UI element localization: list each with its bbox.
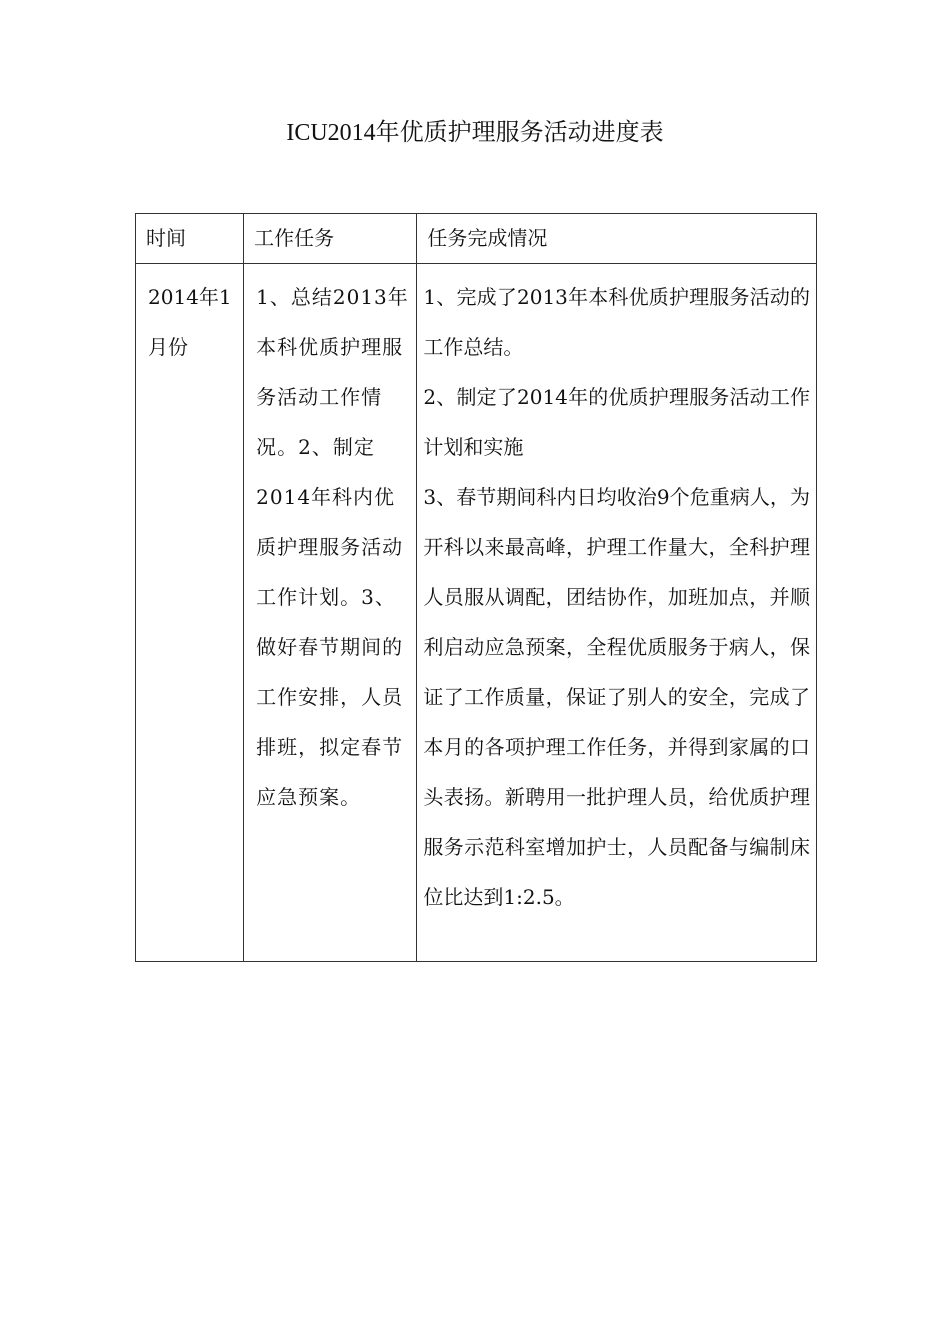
- document-title: ICU2014年优质护理服务活动进度表: [286, 120, 664, 146]
- table-row: [136, 264, 817, 962]
- table-header-row: [136, 214, 817, 264]
- cell-task: 1、总结2013年本科优质护理服务活动工作情况。2、制定2014年科内优质护理服务活动工作计划。3、做好春节期间的工作安排，人员排班，拟定春节应急预案。: [244, 264, 417, 962]
- cell-time: 2014年1月份: [136, 264, 244, 962]
- cell-result: [417, 264, 817, 962]
- header-result: 任务完成情况: [417, 214, 817, 264]
- progress-table: [135, 213, 817, 962]
- result-item-3: 3、春节期间科内日均收治9个危重病人，为开科以来最高峰，护理工作量大，全科护理人员服从调配，团结协作，加班加点，并顺利启动应急预案，全程优质服务于病人，保证了工作质量，保证了别人的安全，完成了本月的各项护理工作任务，并得到家属的口头表扬。新聘用一批护理人员，给优质护理服务示范科室增加护士，人员配备与编制床位比达到1:2.5。: [423, 485, 810, 909]
- result-item-1: 1、完成了2013年本科优质护理服务活动的工作总结。: [423, 285, 810, 359]
- result-item-2: 2、制定了2014年的优质护理服务活动工作计划和实施: [423, 385, 810, 459]
- header-time: 时间: [136, 214, 244, 264]
- header-task: 工作任务: [244, 214, 417, 264]
